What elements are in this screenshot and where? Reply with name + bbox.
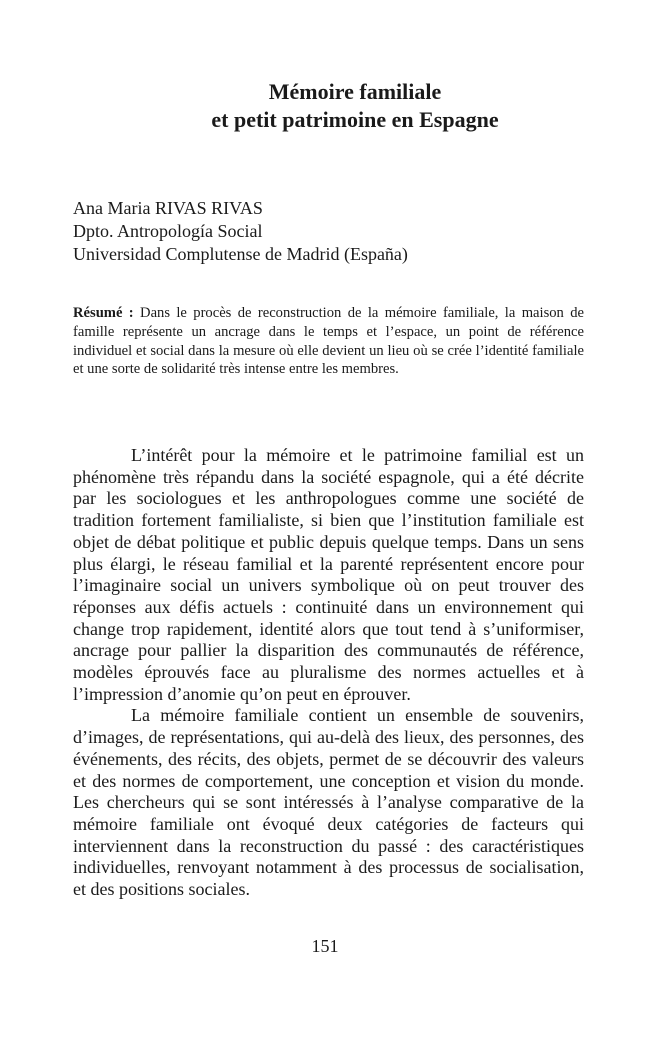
body-text <box>73 445 584 901</box>
author-block <box>73 197 408 266</box>
article-title <box>0 78 650 134</box>
author-name: Ana Maria RIVAS RIVAS <box>73 198 263 218</box>
abstract <box>73 304 584 379</box>
title-line-2: et petit patrimoine en Espagne <box>211 107 499 132</box>
body-paragraph-1: L’intérêt pour la mémoire et le patrimoine familial est un phénomène très répandu dans la société espagnole, qui a été décrite par les sociologues et les anthropologues comme une société de tradition fortement familialiste, si bien que l’institution familiale est objet de débat politique et public depuis quelque temps. Dans un sens plus élargi, le réseau familial et la parenté représentent encore pour l’imaginaire social un univers symbolique où on peut trouver des réponses aux défis actuels : continuité dans un environnement qui change trop rapidement, identité alors que tout tend à s’uniformiser, ancrage pour pallier la disparition des communautés de référence, modèles éprouvés face au pluralisme des normes actuelles et à l’impression d’anomie qu’on peut en éprouver. <box>73 445 584 704</box>
page-number: 151 <box>311 936 339 956</box>
title-line-1: Mémoire familiale <box>268 79 442 104</box>
body-paragraph-2: La mémoire familiale contient un ensemble de souvenirs, d’images, de représentations, qui au-delà des lieux, des personnes, des événements, des récits, des objets, permet de se découvrir des valeurs et des normes de comportement, une conception et vision du monde. Les chercheurs qui se sont intéressés à l’analyse comparative de la mémoire familiale ont évoqué deux catégories de facteurs qui interviennent dans la reconstruction du passé : des caractéristiques individuelles, renvoyant notamment à des processus de socialisation, et des positions sociales. <box>73 705 584 900</box>
abstract-text: Dans le procès de reconstruction de la mémoire familiale, la maison de famille représente un ancrage dans le temps et l’espace, un point de référence individuel et social dans la mesure où elle devient un lieu où se crée l’identité familiale et une sorte de solidarité très intense entre les membres. <box>73 305 584 378</box>
author-university: Universidad Complutense de Madrid (España) <box>73 244 408 264</box>
author-department: Dpto. Antropología Social <box>73 221 263 241</box>
abstract-label: Résumé : <box>73 305 134 321</box>
